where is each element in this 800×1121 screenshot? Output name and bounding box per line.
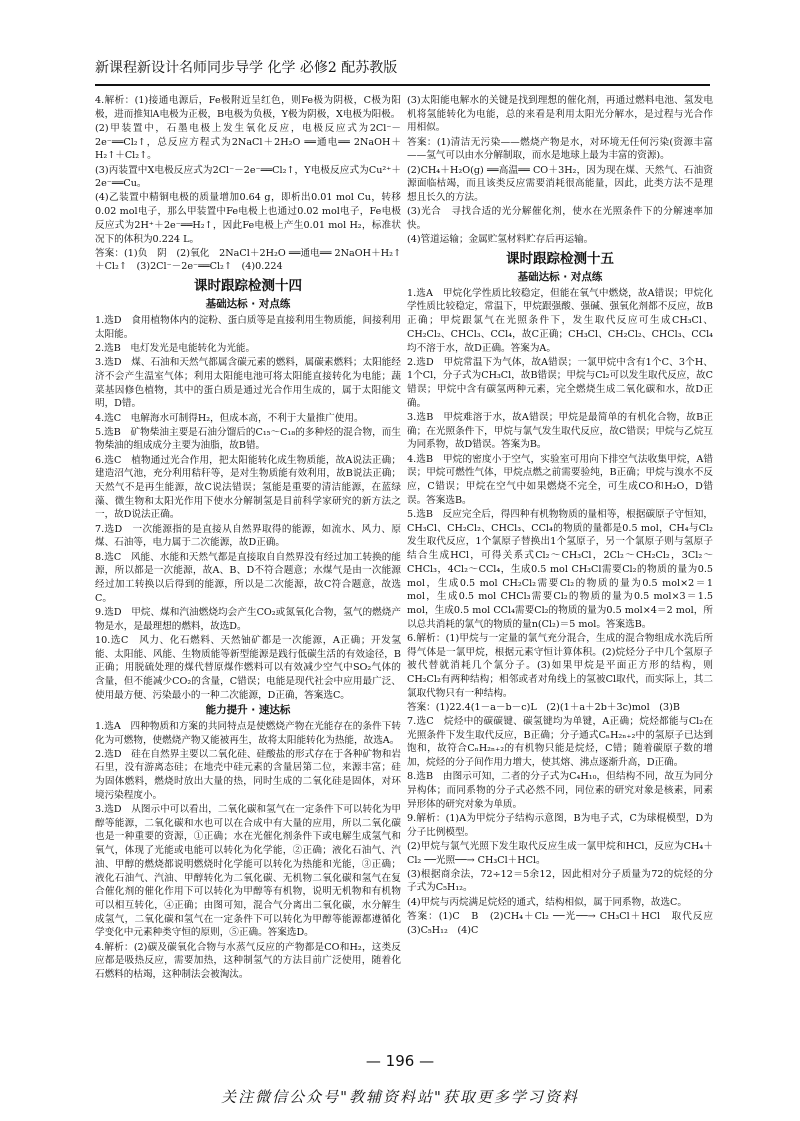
answer-paragraph: 3.选D 从图示中可以看出，二氧化碳和氢气在一定条件下可以转化为甲醇等能源，二氧化碳和水也可以在合成中有大量的应用，所以二氧化碳也是一种重要的资源，①正确；水在光催化剂条件下或电解生成氢气和氧气，体现了光能或电能可以转化为化学能，②正确；液化石油气、汽油、甲醇的燃烧都说明燃烧时化学能可以转化为热能和光能，③正确；液化石油气、汽油、甲醇转化为二氧化碳、无机物二氧化碳和氢气在复合催化剂的催化作用下可以转化为甲醇等有机物，说明无机物和有机物可以相互转化，④正确；由图可知，混合气分离出二氧化碳，水分解生成氢气，二氧化碳和氢气在一定条件下可以转化为甲醇等能源都遵循化学变化中元素种类守恒的原则，⑤正确。答案选D。 — [95, 804, 401, 939]
answer-paragraph: 4.选B 甲烷的密度小于空气，实验室可用向下排空气法收集甲烷，A错误；甲烷可燃性气体，甲烷点燃之前需要验纯，B正确；甲烷与溴水不反应，C错误；甲烷在空气中如果燃烧不完全，可生成CO和H₂O，D错误。答案选B。 — [407, 453, 713, 506]
section-subtitle: 基础达标 · 对点练 — [205, 298, 291, 311]
page-number: — 196 — — [365, 1052, 435, 1070]
answer-paragraph: 9.解析：(1)A为甲烷分子结构示意图，B为电子式，C为球棍模型，D为分子比例模型。 — [407, 812, 713, 838]
answer-paragraph: (3)太阳能电解水的关键是找到理想的催化剂，再通过燃料电池、氢发电机将氢能转化为电能，总的来看是利用太阳光分解水，是过程与光合作用相似。 — [407, 95, 713, 134]
answer-paragraph: 4.解析：(1)接通电源后，Fe极附近呈红色，则Fe极为阴极，C极为阳极，进而推知A电极为正极，B电极为负极，Y极为阴极，X电极为阳极。 — [95, 95, 401, 120]
answer-paragraph: 7.选C 烷烃中的碳碳键、碳氢键均为单键，A正确；烷烃都能与Cl₂在光照条件下发生取代反应，B正确；分子通式CₙH₂ₙ₊₂中的氢原子已达到饱和，故符合CₙH₂ₙ₊₂的有机物只能是烷烃，C错；随着碳原子数的增加，烷烃的分子间作用力增大，使其熔、沸点逐渐升高，D正确。 — [407, 716, 713, 769]
answer-paragraph: (3)根据商余法，72÷12＝5余12，因此相对分子质量为72的烷烃的分子式为C₅H₁₂。 — [407, 868, 713, 894]
right-column — [407, 94, 723, 938]
answer-paragraph: (2)甲烷与氯气光照下发生取代反应生成一氯甲烷和HCl，反应为CH₄＋Cl₂ ──光照──→ CH₃Cl＋HCl。 — [407, 840, 713, 866]
page-header: 新课程新设计名师同步导学 化学 必修2 配苏教版 — [95, 58, 710, 86]
answer-paragraph: (4)管道运输；金属贮氢材料贮存后再运输。 — [407, 234, 594, 246]
answer-paragraph: (3)光合 寻找合适的光分解催化剂，使水在光照条件下的分解速率加快。 — [407, 206, 713, 231]
section-subtitle: 基础达标 · 对点练 — [517, 270, 603, 283]
answer-paragraph: 2.选B 电灯发光是电能转化为光能。 — [95, 343, 256, 355]
answer-paragraph: 4.选C 电解海水可制得H₂，但成本高，不利于大量推广使用。 — [95, 412, 364, 424]
answer-paragraph: 8.选B 由图示可知，二者的分子式为C₄H₁₀，但结构不同，故互为同分异构体；而同系物的分子式必然不同，同位素的研究对象是核素，同素异形体的研究对象为单质。 — [407, 771, 713, 810]
answer-paragraph: 2.选D 甲烷常温下为气体，故A错误；一氯甲烷中含有1个C、3个H、1个Cl，分子式为CH₃Cl，故B错误；甲烷与Cl₂可以发生取代反应，故C错误；甲烷中含有碳氢两种元素，完全燃烧生成二氧化碳和水，故D正确。 — [407, 356, 713, 409]
section-title: 课时跟踪检测十五 — [506, 250, 614, 267]
answer-paragraph: 答案：(1)清洁无污染——燃烧产物是水，对环境无任何污染(资源丰富——氢气可以由水分解制取，而水是地球上最为丰富的资源)。 — [407, 136, 713, 162]
answer-paragraph: 5.选B 反应完全后，得四种有机物物质的量相等，根据碳原子守恒知，CH₃Cl、CH₂Cl₂、CHCl₃、CCl₄的物质的量都是0.5 mol，CH₄与Cl₂发生取代反应，1个氯原子替换出1个氢原子，另一个氯原子则与氢原子结合生成HCl，可得关系式Cl₂～CH₃Cl，2Cl₂～CH₂Cl₂，3Cl₂～CHCl₃，4Cl₂～CCl₄，生成0.5 mol CH₃Cl需要Cl₂的物质的量为0.5 mol，生成0.5 mol CH₂Cl₂需要Cl₂的物质的量为0.5 mol×2＝1 mol，生成0.5 mol CHCl₃需要Cl₂的物质的量为0.5 mol×3＝1.5 mol，生成0.5 mol CCl₄需要Cl₂的物质的量为0.5 mol×4＝2 mol，所以总共消耗的氯气的物质的量n(Cl₂)＝5 mol。答案选B。 — [407, 508, 713, 630]
answer-paragraph: 答案：(1)C B (2)CH₄＋Cl₂ ──光──→ CH₃Cl＋HCl 取代反应 (3)C₅H₁₂ (4)C — [407, 910, 723, 936]
answer-paragraph: 6.解析：(1)甲烷与一定量的氯气充分混合，生成的混合物组成水洗后所得气体是一氯甲烷，根据元素守恒计算体积。(2)烷烃分子中几个氢原子被代替就消耗几个氯分子。(3)如果甲烷是平面正方形的结构，则CH₂Cl₂有两种结构；相邻或者对角线上的氢被Cl取代，而实际上，其二氯取代物只有一种结构。 — [407, 632, 713, 699]
answer-paragraph: 答案：(1)22.4(1－a－b－c)L (2)(1＋a＋2b＋3c)mol (3)B — [407, 701, 680, 713]
answer-paragraph: 1.选A 四种物质和方案的共同特点是使燃烧产物在光能存在的条件下转化为可燃物，使燃烧产物又能被再生，故将太阳能转化为热能，故选A。 — [95, 720, 401, 746]
answer-paragraph: 5.选B 矿物柴油主要是石油分馏后的C₁₅～C₁₈的多种烃的混合物，而生物柴油的组成成分主要为油脂，故B错。 — [95, 426, 401, 452]
answer-paragraph: 3.选D 煤、石油和天然气都属含碳元素的燃料，属碳素燃料；太阳能经济不会产生温室气体；利用太阳能电池可将太阳能直接转化为电能；蔬菜基因修色植物，其中的蛋白质是通过光合作用生成的，属于太阳能文明，D错。 — [95, 357, 401, 410]
answer-paragraph: 6.选C 植物通过光合作用，把太阳能转化成生物质能，故A说法正确；建造沼气池，充分利用秸秆等，是对生物质能有效利用，故B说法正确；天然气不是再生能源，故C说法错误；氢能是重要的清洁能源，在蓝绿藻、微生物和太阳光作用下使水分解制氢是目前科学家研究的新方法之一，故D说法正确。 — [95, 454, 401, 521]
answer-paragraph: (4)乙装置中精铜电极的质量增加0.64 g，即析出0.01 mol Cu，转移0.02 mol电子，那么甲装置中Fe电极上也通过0.02 mol电子，Fe电极反应式为2H⁺＋2e⁻══H₂↑，因此Fe电极上产生0.01 mol H₂，标准状况下的体积为0.224 L。 — [95, 192, 401, 245]
answer-paragraph: 4.解析：(2)碳及碳氧化合物与水蒸气反应的产物都是CO和H₂，这类反应都是吸热反应，需要加热，这种制氢气的方法目前广泛使用，随着化石燃料的枯竭，这种制法会被淘汰。 — [95, 941, 401, 980]
answer-paragraph: 7.选D 一次能源指的是直接从自然界取得的能源，如流水、风力、原煤、石油等，电力属于二次能源，故D正确。 — [95, 523, 401, 549]
answer-paragraph: 3.选B 甲烷难溶于水，故A错误；甲烷是最简单的有机化合物，故B正确；在光照条件下，甲烷与氯气发生取代反应，故C错误；甲烷与乙烷互为同系物，故D错误。答案为B。 — [407, 412, 713, 451]
answer-paragraph: 1.选A 甲烷化学性质比较稳定，但能在氧气中燃烧，故A错误；甲烷化学性质比较稳定，常温下，甲烷跟强酸、强碱、强氧化剂都不反应，故B正确；甲烷跟氯气在光照条件下，发生取代反应可生成CH₃Cl、CH₂Cl₂、CHCl₃、CCl₄，故C正确；CH₃Cl、CH₂Cl₂、CHCl₃、CCl₄均不溶于水，故D正确。答案为A。 — [407, 287, 713, 354]
answer-paragraph: 1.选D 食用植物体内的淀粉、蛋白质等是直接利用生物质能，间接利用太阳能。 — [95, 315, 401, 340]
section-subtitle: 能力提升 · 速达标 — [205, 703, 291, 716]
answer-paragraph: 2.选D 硅在自然界主要以二氧化硅、硅酸盐的形式存在于各种矿物和岩石里，没有游离态硅；在地壳中硅元素的含量居第二位，来源丰富；硅为固体燃料，燃烧时放出大量的热，同时生成的二氧化硅是固体，对环境污染程度小。 — [95, 748, 401, 801]
left-column — [95, 94, 401, 982]
answer-paragraph: 10.选C 风力、化石燃料、天然铀矿都是一次能源，A正确；开发氢能、太阳能、风能、生物质能等新型能源是践行低碳生活的有效途径，B正确；用脱硫处理的煤代替原煤作燃料可以有效减少空气中SO₂气体的含量，但不能减少CO₂的含量，C错误；电能是现代社会中应用最广泛、使用最方便、污染最小的一种二次能源，D正确，答案选C。 — [95, 634, 401, 701]
section-title: 课时跟踪检测十四 — [194, 278, 302, 295]
answer-paragraph: (3)丙装置中X电极反应式为2Cl⁻－2e⁻══Cl₂↑，Y电极反应式为Cu²⁺＋2e⁻══Cu。 — [95, 164, 401, 190]
answer-paragraph: 8.选C 风能、水能和天然气都是直接取自自然界没有经过加工转换的能源，所以都是一次能源，故A、B、D不符合题意；水煤气是由一次能源经过加工转换以后得到的能源，所以是二次能源，故C符合题意，故选C。 — [95, 551, 401, 604]
answer-paragraph: 9.选D 甲烷、煤和汽油燃烧均会产生CO₂或氮氧化合物，氢气的燃烧产物是水，是最理想的燃料，故选D。 — [95, 606, 401, 632]
answer-paragraph: (2)甲装置中，石墨电极上发生氧化反应，电极反应式为2Cl⁻－2e⁻══Cl₂↑，总反应方程式为2NaCl＋2H₂O ══通电══ 2NaOH＋H₂↑＋Cl₂↑。 — [95, 122, 401, 162]
answer-paragraph: (4)甲烷与丙烷满足烷烃的通式，结构相似，属于同系物，故选C。 — [407, 896, 687, 908]
answer-paragraph: 答案：(1)负 阴 (2)氧化 2NaCl＋2H₂O ══通电══ 2NaOH＋H₂↑＋Cl₂↑ (3)2Cl⁻－2e⁻══Cl₂↑ (4)0.224 — [95, 247, 401, 273]
answer-paragraph: (2)CH₄＋H₂O(g) ══高温══ CO＋3H₂，因为现在煤、天然气、石油资源面临枯竭，而且该类反应需要消耗很高能量，因此，此类方法不是理想且长久的方法。 — [407, 164, 713, 203]
footer-note: 关注微信公众号"教辅资料站"获取更多学习资料 — [221, 1088, 579, 1106]
